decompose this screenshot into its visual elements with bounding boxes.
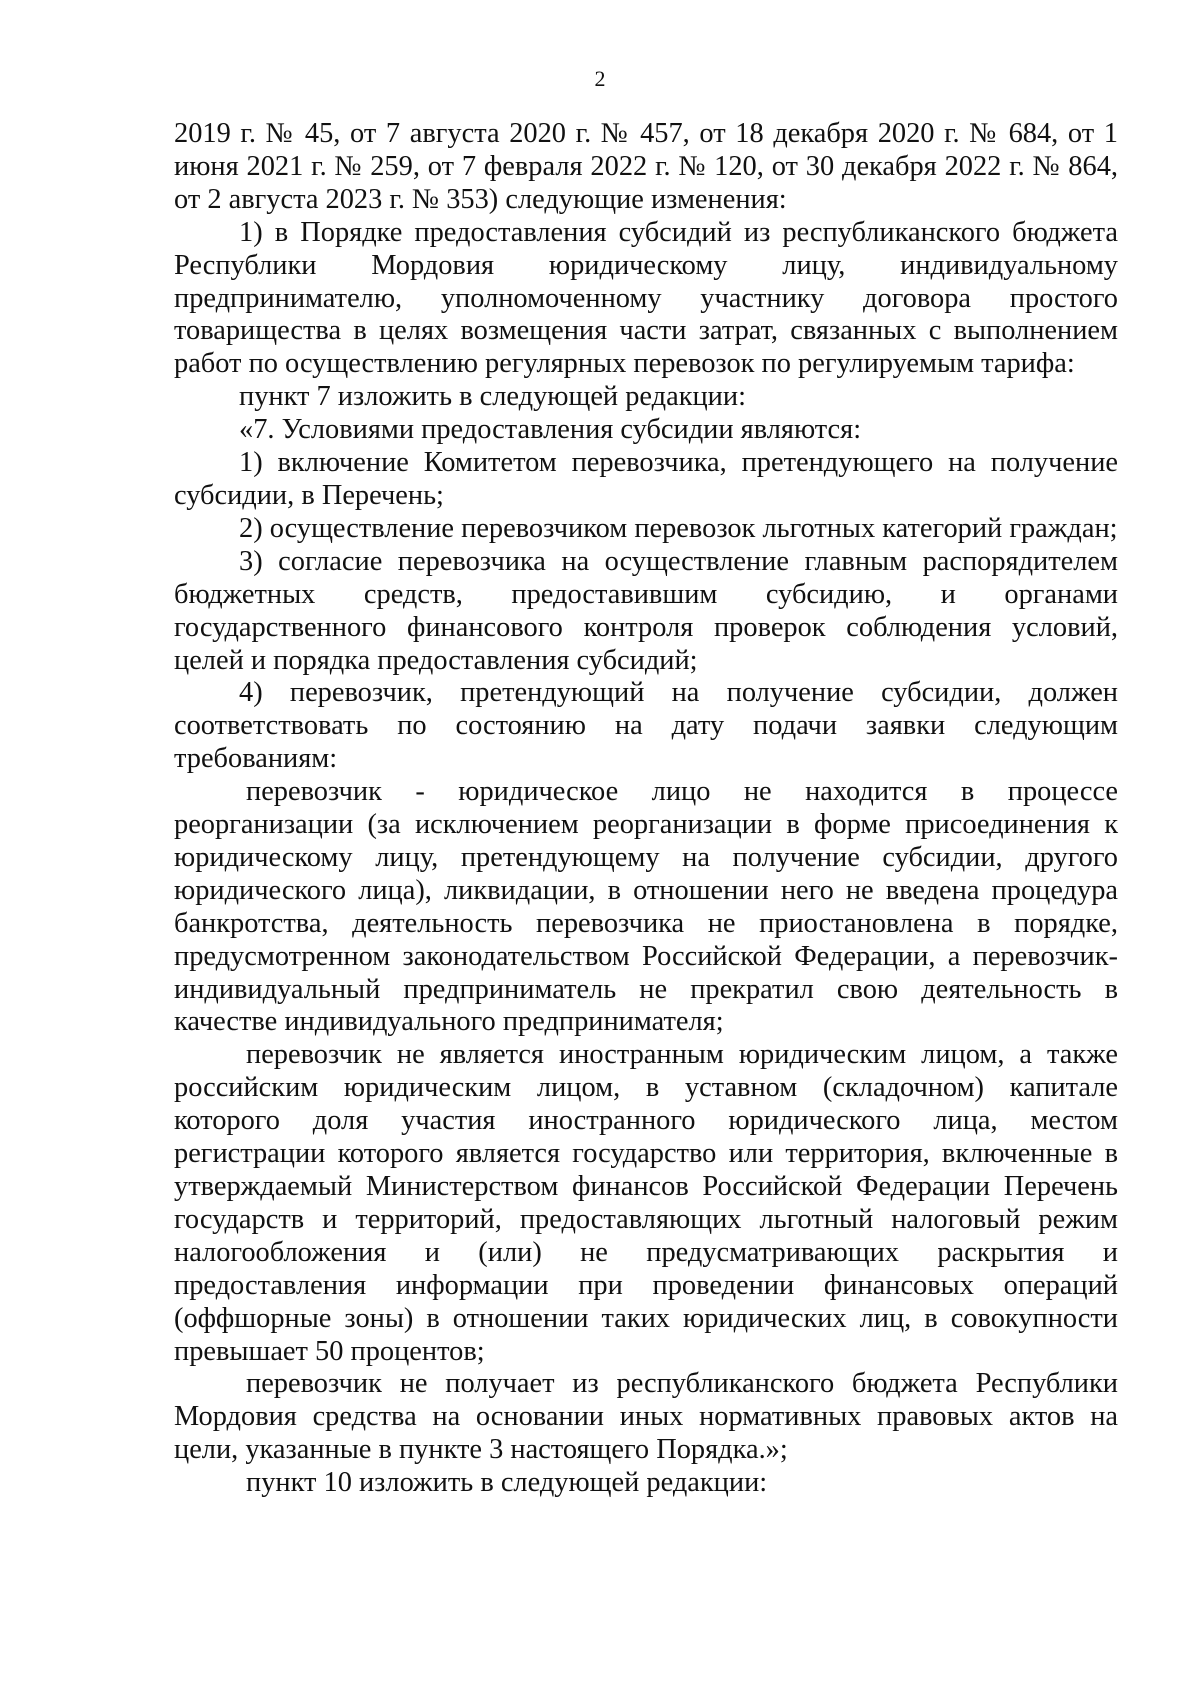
paragraph-requirement-foreign-entity: перевозчик не является иностранным юридическим лицом, а также российским юридическим лицом, в уставном (складочном) капитале которого доля участия иностранного юридического лица, местом регистрации которого является государство или территория, включенные в утверждаемый Министерством финансов Российской Федерации Перечень государств и территорий, предоставляющих льготный налоговый режим налогообложения и (или) не предусматривающих раскрытия и предоставления информации при проведении финансовых операций (оффшорные зоны) в отношении таких юридических лиц, в совокупности превышает 50 процентов; <box>174 1039 1118 1367</box>
paragraph-clause-10-heading: пункт 10 изложить в следующей редакции: <box>246 1467 768 1499</box>
paragraph-requirement-other-funds: перевозчик не получает из республиканского бюджета Республики Мордовия средства на основании иных нормативных правовых актов на цели, указанные в пункте 3 настоящего Порядка.»; <box>174 1368 1118 1466</box>
paragraph-requirement-reorganization: перевозчик - юридическое лицо не находится в процессе реорганизации (за исключением реорганизации в форме присоединения к юридическому лицу, претендующему на получение субсидии, другого юридического лица), ликвидации, в отношении него не введена процедура банкротства, деятельность перевозчика не приостановлена в порядке, предусмотренном законодательством Российской Федерации, а перевозчик-индивидуальный предприниматель не прекратил свою деятельность в качестве индивидуального предпринимателя; <box>174 776 1118 1038</box>
paragraph-item-1-procedure: 1) в Порядке предоставления субсидий из республиканского бюджета Республики Мордовия юридическому лицу, индивидуальному предпринимателю, уполномоченному участнику договора простого товарищества в целях возмещения части затрат, связанных с выполнением работ по осуществлению регулярных перевозок по регулируемым тарифа: <box>174 216 1118 380</box>
paragraph-clause-7-conditions: «7. Условиями предоставления субсидии являются: <box>239 414 862 446</box>
paragraph-condition-2: 2) осуществление перевозчиком перевозок льготных категорий граждан; <box>239 512 1118 544</box>
paragraph-condition-4: 4) перевозчик, претендующий на получение субсидии, должен соответствовать по состоянию на дату подачи заявки следующим требованиям: <box>174 677 1118 775</box>
paragraph-amendments-list: 2019 г. № 45, от 7 августа 2020 г. № 457, от 18 декабря 2020 г. № 684, от 1 июня 2021 г. № 259, от 7 февраля 2022 г. № 120, от 30 декабря 2022 г. № 864, от 2 августа 2023 г. № 353) следующие изменения: <box>174 118 1118 215</box>
paragraph-condition-1: 1) включение Комитетом перевозчика, претендующего на получение субсидии, в Перечень; <box>174 447 1118 511</box>
paragraph-condition-3: 3) согласие перевозчика на осуществление главным распорядителем бюджетных средств, предоставившим субсидию, и органами государственного финансового контроля проверок соблюдения условий, целей и порядка предоставления субсидий; <box>174 545 1118 676</box>
document-body <box>174 118 1118 1500</box>
page-number: 2 <box>594 66 606 91</box>
paragraph-clause-7-heading: пункт 7 изложить в следующей редакции: <box>239 381 746 413</box>
